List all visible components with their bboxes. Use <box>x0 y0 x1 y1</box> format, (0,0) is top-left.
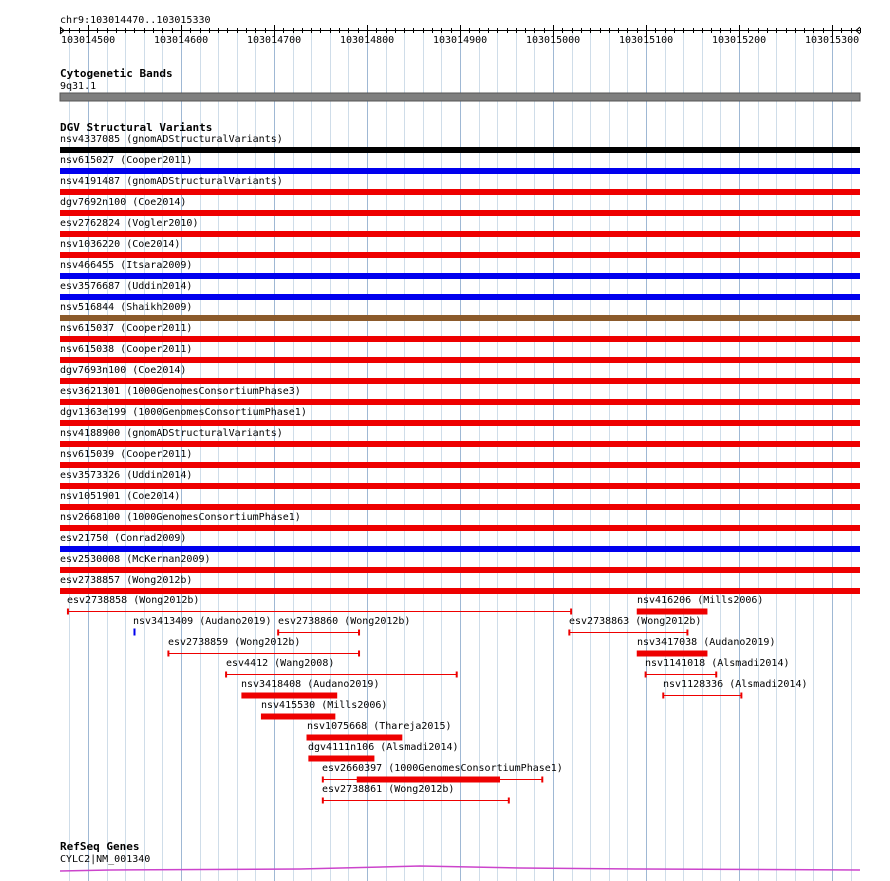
dgv-feature-label[interactable]: nsv516844 (Shaikh2009) <box>60 302 193 313</box>
dgv-partial-feature-bar <box>357 777 500 783</box>
refseq-track-title: RefSeq Genes <box>60 840 140 853</box>
dgv-feature-label[interactable]: nsv615027 (Cooper2011) <box>60 155 193 166</box>
dgv-partial-feature-label[interactable]: esv2738860 (Wong2012b) <box>278 616 411 627</box>
dgv-partial-feature-label[interactable]: nsv1075668 (Thareja2015) <box>307 721 452 732</box>
dgv-feature-label[interactable]: nsv2668100 (1000GenomesConsortiumPhase1) <box>60 512 301 523</box>
dgv-feature-bar <box>60 336 860 342</box>
dgv-feature-bar <box>60 462 860 468</box>
dgv-feature-label[interactable]: nsv615039 (Cooper2011) <box>60 449 193 460</box>
dgv-feature-label[interactable]: nsv1036220 (Coe2014) <box>60 239 181 250</box>
dgv-feature-label[interactable]: esv2762824 (Vogler2010) <box>60 218 199 229</box>
ruler-tick-label: 103014900 <box>433 35 488 46</box>
dgv-partial-feature-bar <box>637 651 708 657</box>
dgv-partial-feature-label[interactable]: nsv416206 (Mills2006) <box>637 595 764 606</box>
dgv-feature-bar <box>60 357 860 363</box>
dgv-feature-bar <box>60 378 860 384</box>
dgv-feature-label[interactable]: esv3621301 (1000GenomesConsortiumPhase3) <box>60 386 301 397</box>
dgv-feature-label[interactable]: esv3573326 (Uddin2014) <box>60 470 193 481</box>
dgv-partial-feature-label[interactable]: esv2738858 (Wong2012b) <box>67 595 200 606</box>
dgv-feature-bar <box>60 567 860 573</box>
dgv-feature-bar <box>60 147 860 153</box>
dgv-feature-bar <box>60 546 860 552</box>
dgv-partial-feature-label[interactable]: nsv3418408 (Audano2019) <box>241 679 380 690</box>
ruler-tick-label: 103015100 <box>619 35 674 46</box>
dgv-feature-label[interactable]: esv2530008 (McKernan2009) <box>60 554 211 565</box>
dgv-feature-bar <box>60 420 860 426</box>
dgv-feature-label[interactable]: dgv7692n100 (Coe2014) <box>60 197 187 208</box>
dgv-partial-feature-label[interactable]: nsv3417038 (Audano2019) <box>637 637 776 648</box>
dgv-partial-feature-bar <box>261 714 335 720</box>
ruler-tick-label: 103014500 <box>61 35 116 46</box>
ruler-tick-label: 103015300 <box>805 35 860 46</box>
dgv-partial-feature-label[interactable]: nsv1141018 (Alsmadi2014) <box>645 658 790 669</box>
dgv-feature-label[interactable]: nsv4337085 (gnomADStructuralVariants) <box>60 134 283 145</box>
dgv-feature-bar <box>60 168 860 174</box>
dgv-feature-bar <box>60 189 860 195</box>
dgv-partial-feature-bar <box>308 756 374 762</box>
dgv-feature-bar <box>60 525 860 531</box>
dgv-feature-label[interactable]: nsv466455 (Itsara2009) <box>60 260 193 271</box>
dgv-track-title: DGV Structural Variants <box>60 121 213 134</box>
dgv-feature-bar <box>60 231 860 237</box>
dgv-partial-feature-label[interactable]: esv2660397 (1000GenomesConsortiumPhase1) <box>322 763 563 774</box>
dgv-feature-bar <box>60 399 860 405</box>
dgv-partial-feature-label[interactable]: nsv1128336 (Alsmadi2014) <box>663 679 808 690</box>
ruler-tick-label: 103014600 <box>154 35 209 46</box>
dgv-feature-label[interactable]: dgv7693n100 (Coe2014) <box>60 365 187 376</box>
dgv-feature-bar <box>60 210 860 216</box>
dgv-partial-feature-label[interactable]: nsv3413409 (Audano2019) <box>133 616 272 627</box>
dgv-feature-label[interactable]: esv2738857 (Wong2012b) <box>60 575 193 586</box>
dgv-feature-label[interactable]: esv3576687 (Uddin2014) <box>60 281 193 292</box>
dgv-partial-feature-label[interactable]: esv2738859 (Wong2012b) <box>168 637 301 648</box>
dgv-partial-feature-bar <box>307 735 403 741</box>
dgv-feature-label[interactable]: esv21750 (Conrad2009) <box>60 533 187 544</box>
dgv-feature-label[interactable]: nsv4191487 (gnomADStructuralVariants) <box>60 176 283 187</box>
dgv-feature-label[interactable]: nsv4188900 (gnomADStructuralVariants) <box>60 428 283 439</box>
dgv-feature-label[interactable]: nsv615037 (Cooper2011) <box>60 323 193 334</box>
dgv-partial-feature-label[interactable]: dgv4111n106 (Alsmadi2014) <box>308 742 459 753</box>
dgv-feature-bar <box>60 483 860 489</box>
dgv-partial-feature-label[interactable]: esv2738863 (Wong2012b) <box>569 616 702 627</box>
dgv-feature-bar <box>60 294 860 300</box>
cytoband-label: 9q31.1 <box>60 81 97 92</box>
dgv-partial-feature-label[interactable]: nsv415530 (Mills2006) <box>261 700 388 711</box>
cytoband-track <box>60 93 860 101</box>
ruler-tick-label: 103014800 <box>340 35 395 46</box>
dgv-partial-feature-bar <box>637 609 708 615</box>
dgv-feature-label[interactable]: dgv1363e199 (1000GenomesConsortiumPhase1) <box>60 407 307 418</box>
dgv-feature-bar <box>60 315 860 321</box>
cytoband-bar <box>60 93 860 101</box>
dgv-feature-bar <box>60 273 860 279</box>
dgv-feature-bar <box>60 504 860 510</box>
position-label: chr9:103014470..103015330 <box>60 15 211 26</box>
cytoband-track-title: Cytogenetic Bands <box>60 67 173 80</box>
dgv-partial-feature-label[interactable]: esv4412 (Wang2008) <box>226 658 335 669</box>
refseq-gene-label: CYLC2|NM_001340 <box>60 854 151 865</box>
ruler-tick-label: 103015200 <box>712 35 767 46</box>
ruler-tick-label: 103014700 <box>247 35 302 46</box>
dgv-feature-bar <box>60 441 860 447</box>
dgv-feature-bar <box>60 252 860 258</box>
dgv-feature-label[interactable]: nsv1051901 (Coe2014) <box>60 491 181 502</box>
dgv-feature-label[interactable]: nsv615038 (Cooper2011) <box>60 344 193 355</box>
ruler-tick-label: 103015000 <box>526 35 581 46</box>
dgv-partial-feature-tick <box>133 629 135 636</box>
dgv-partial-feature-bar <box>241 693 337 699</box>
dgv-partial-feature-label[interactable]: esv2738861 (Wong2012b) <box>322 784 455 795</box>
